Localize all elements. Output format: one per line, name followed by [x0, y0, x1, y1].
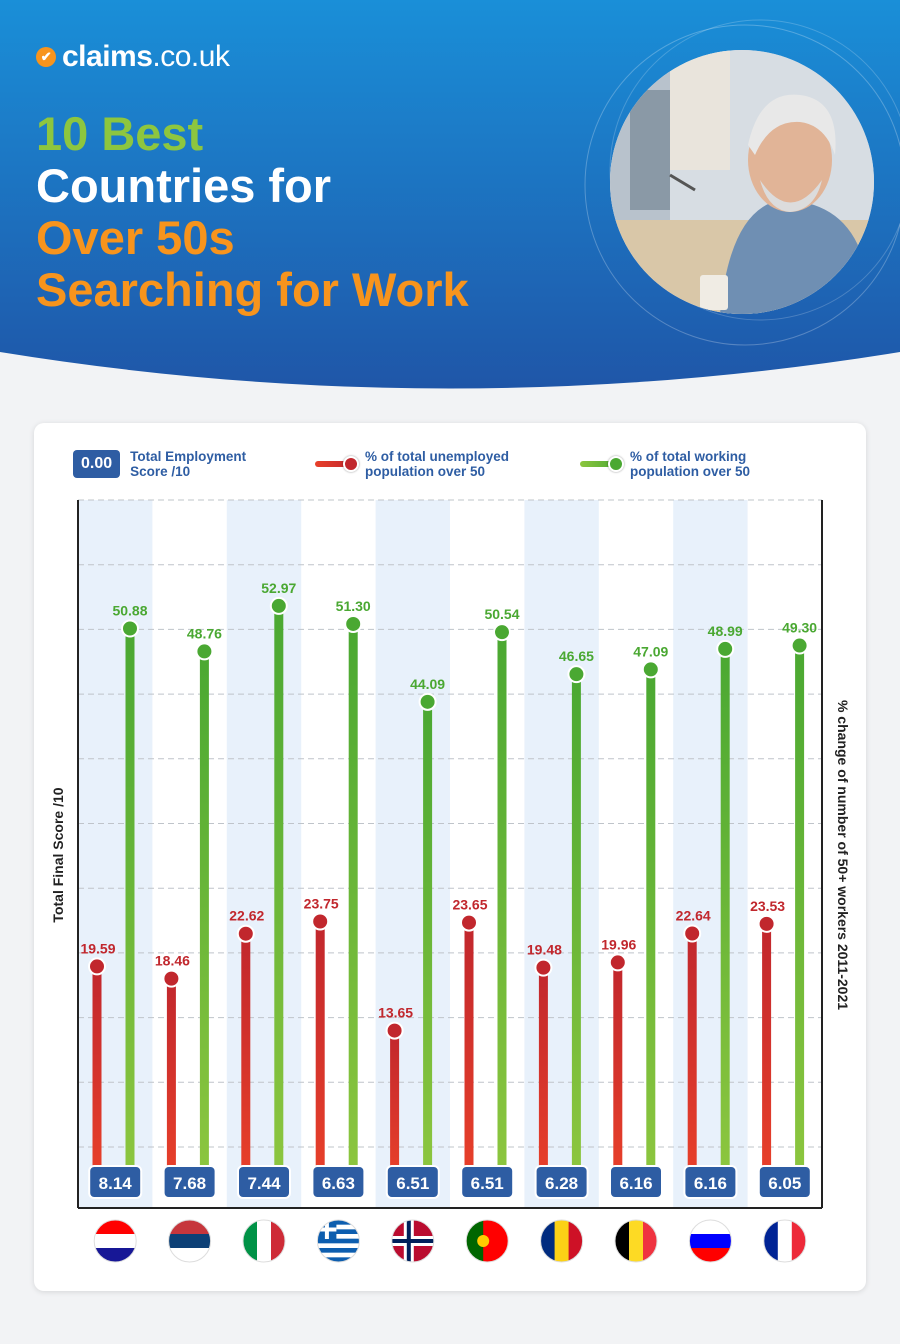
bar-unemployed [167, 979, 176, 1178]
bar-working [572, 674, 581, 1178]
point-working [717, 641, 733, 657]
point-unemployed [387, 1023, 403, 1039]
column-shade [376, 500, 450, 1208]
point-unemployed [759, 916, 775, 932]
bar-unemployed [93, 966, 102, 1178]
data-label-unemployed: 19.96 [601, 936, 637, 953]
bar-working [498, 632, 507, 1178]
bar-unemployed [390, 1031, 399, 1178]
point-working [568, 666, 584, 682]
title-line-4: Searching for Work [36, 263, 469, 316]
legend-unemployed-label: % of total unemployed population over 50 [365, 449, 510, 479]
score-label: 6.05 [768, 1174, 802, 1193]
title-line-1: 10 Best [36, 107, 204, 160]
point-unemployed [163, 971, 179, 987]
data-label-working: 48.76 [186, 625, 222, 642]
bar-working [274, 606, 283, 1178]
legend-working-label: % of total working population over 50 [630, 449, 751, 479]
flag-icon-slovenia [689, 1220, 731, 1263]
point-unemployed [312, 914, 328, 930]
bar-working [200, 651, 209, 1178]
bar-unemployed [762, 924, 771, 1178]
data-label-unemployed: 23.65 [452, 896, 488, 913]
score-label: 6.51 [470, 1174, 504, 1193]
bar-working [349, 624, 358, 1178]
flag-icon-portugal [466, 1220, 508, 1262]
flag-icon-croatia [94, 1220, 136, 1263]
data-label-unemployed: 19.59 [80, 940, 116, 957]
point-unemployed [535, 960, 551, 976]
bar-working [646, 669, 655, 1178]
score-label: 6.16 [693, 1174, 727, 1193]
data-label-unemployed: 22.64 [675, 907, 711, 924]
y-axis-label-left: Total Final Score /10 [50, 787, 66, 923]
point-unemployed [610, 954, 626, 970]
flag-icon-italy [243, 1220, 286, 1262]
score-label: 6.51 [396, 1174, 430, 1193]
bar-working [795, 646, 804, 1178]
y-axis-label-right: % change of number of 50+ workers 2011-2021 [835, 699, 851, 1011]
point-working [271, 598, 287, 614]
point-unemployed [461, 915, 477, 931]
column-shade [524, 500, 598, 1208]
title-line-3: Over 50s [36, 211, 235, 264]
score-label: 7.44 [247, 1174, 281, 1193]
legend-score-badge: 0.00 [73, 450, 120, 478]
data-label-working: 48.99 [707, 622, 743, 639]
column-shade [673, 500, 747, 1208]
point-unemployed [89, 958, 105, 974]
bar-unemployed [465, 923, 474, 1178]
data-label-unemployed: 13.65 [378, 1004, 414, 1021]
data-label-unemployed: 23.75 [303, 895, 339, 912]
bar-unemployed [539, 968, 548, 1178]
point-unemployed [684, 925, 700, 941]
bar-unemployed [613, 962, 622, 1178]
score-label: 6.16 [619, 1174, 653, 1193]
bar-unemployed [241, 934, 250, 1178]
brand-domain: .co.uk [152, 40, 230, 73]
bar-working [721, 649, 730, 1178]
bar-working [126, 628, 135, 1178]
brand-name: claims [62, 40, 153, 73]
flag-icon-greece [317, 1220, 359, 1262]
bar-unemployed [316, 922, 325, 1179]
checkmark-icon: ✔ [36, 47, 56, 67]
score-label: 8.14 [98, 1174, 132, 1193]
data-label-working: 51.30 [335, 597, 371, 614]
column-shade [227, 500, 301, 1208]
flag-icon-france [764, 1220, 807, 1262]
legend-score-label: Total Employment Score /10 [130, 449, 247, 479]
point-working [345, 616, 361, 632]
flag-icon-belgium [615, 1220, 658, 1262]
data-label-working: 50.54 [484, 606, 520, 623]
score-label: 6.63 [321, 1174, 355, 1193]
data-label-working: 47.09 [633, 643, 669, 660]
data-label-working: 49.30 [782, 619, 818, 636]
point-unemployed [238, 926, 254, 942]
point-working [643, 661, 659, 677]
data-label-working: 52.97 [261, 579, 297, 596]
bar-working [423, 702, 432, 1178]
score-label: 6.28 [545, 1174, 579, 1193]
score-label: 7.68 [173, 1174, 207, 1193]
point-working [420, 694, 436, 710]
bar-unemployed [688, 933, 697, 1178]
data-label-working: 46.65 [558, 648, 594, 665]
point-working [792, 638, 808, 654]
data-label-unemployed: 23.53 [750, 897, 786, 914]
flag-icon-norway [392, 1220, 434, 1262]
data-label-working: 50.88 [112, 602, 148, 619]
data-label-unemployed: 22.62 [229, 907, 265, 924]
title-line-2: Countries for [36, 159, 332, 212]
flag-icon-serbia [169, 1220, 211, 1263]
point-working [122, 620, 138, 636]
data-label-unemployed: 19.48 [526, 941, 562, 958]
data-label-working: 44.09 [410, 675, 446, 692]
data-label-unemployed: 18.46 [154, 952, 190, 969]
flag-icon-romania [541, 1220, 584, 1262]
point-working [494, 624, 510, 640]
point-working [196, 643, 212, 659]
